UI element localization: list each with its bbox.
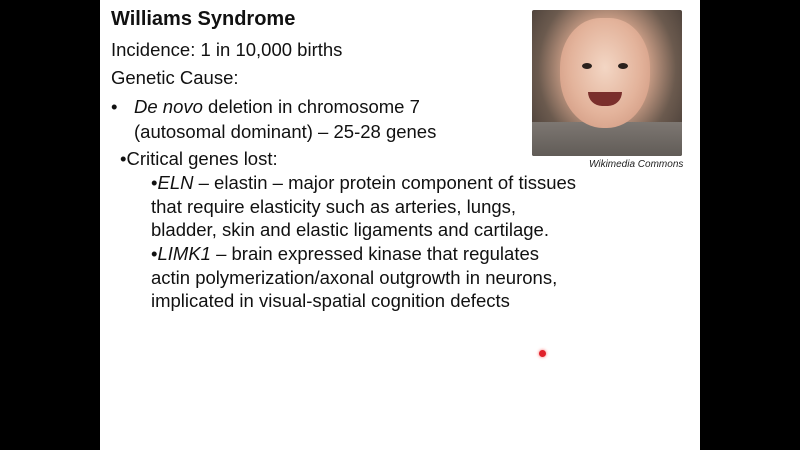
eln-bullet: • [151, 172, 158, 193]
bullet-de-novo-line1 [134, 96, 420, 118]
photo-face [560, 18, 650, 128]
child-photo [532, 10, 682, 156]
laser-pointer-dot [539, 350, 546, 357]
de-novo-text: De novo [134, 96, 203, 117]
photo-left-eye [582, 63, 592, 69]
slide-title: Williams Syndrome [111, 8, 296, 30]
photo-credit: Wikimedia Commons [589, 159, 684, 170]
eln-gene: ELN [157, 172, 194, 193]
photo-mouth [588, 92, 622, 106]
limk1-line1 [151, 243, 539, 265]
slide [100, 0, 700, 450]
limk1-gene: LIMK1 [157, 243, 211, 264]
eln-line3: bladder, skin and elastic ligaments and cartilage. [151, 219, 549, 240]
eln-desc: – elastin – major protein component of tissues [193, 172, 577, 193]
genetic-cause-heading: Genetic Cause: [111, 67, 239, 88]
bullet-marker: • [111, 96, 118, 117]
limk1-line2: actin polymerization/axonal outgrowth in neurons, [151, 267, 558, 288]
limk1-desc: – brain expressed kinase that regulates [210, 243, 540, 264]
eln-line2: that require elasticity such as arteries, lungs, [151, 196, 517, 217]
deletion-text: deletion in chromosome 7 [202, 96, 420, 117]
incidence-line: Incidence: 1 in 10,000 births [111, 39, 343, 60]
limk1-line3: implicated in visual-spatial cognition defects [151, 290, 510, 311]
bullet-de-novo-line2: (autosomal dominant) – 25-28 genes [134, 121, 437, 142]
eln-line1 [151, 172, 576, 194]
photo-right-eye [618, 63, 628, 69]
critical-genes-heading: •Critical genes lost: [120, 148, 278, 169]
limk1-bullet: • [151, 243, 158, 264]
